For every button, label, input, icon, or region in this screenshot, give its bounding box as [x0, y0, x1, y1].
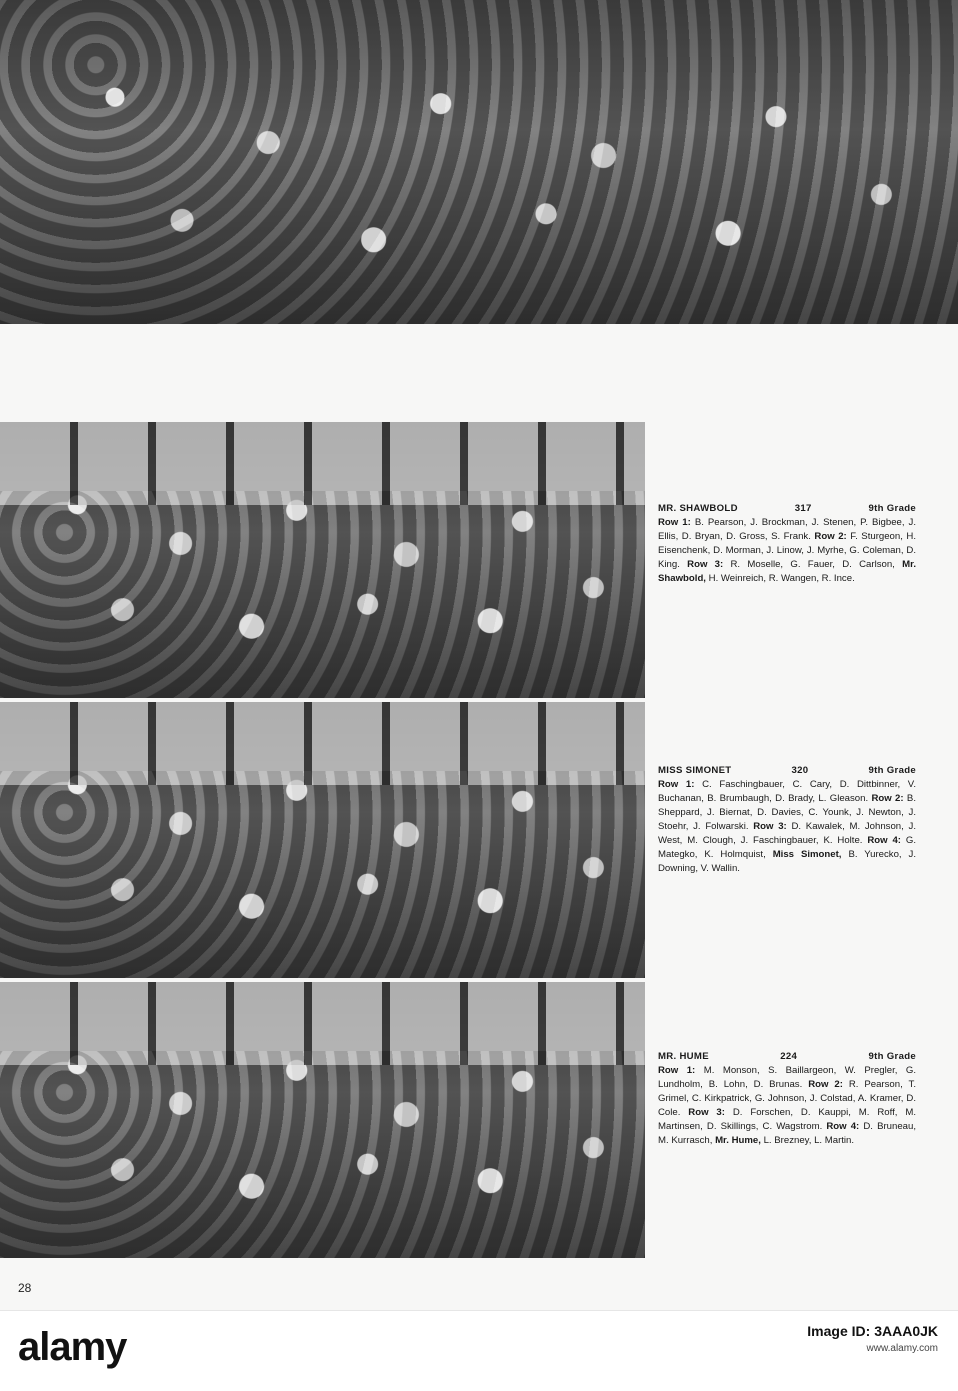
roster-text	[658, 778, 916, 876]
grade-label: 9th Grade	[868, 503, 916, 514]
caption-homeroom-320	[658, 764, 916, 876]
row-names: B. Pearson, J. Brockman, J. Stenen, P. Bigbee, J. Ellis, D. Bryan, D. Gross, S. Frank.	[658, 517, 916, 542]
caption-header	[658, 502, 916, 516]
room-number: 224	[780, 1051, 798, 1062]
row-label: Row 3:	[687, 559, 724, 570]
site-url: www.alamy.com	[866, 1343, 938, 1354]
page-number: 28	[18, 1281, 32, 1295]
teacher-name: MISS SIMONET	[658, 765, 732, 776]
caption-header	[658, 1050, 916, 1064]
teacher-name: MR. SHAWBOLD	[658, 503, 738, 514]
row-label: Row 2:	[814, 531, 847, 542]
row-label: Row 1:	[658, 779, 695, 790]
students-texture	[0, 771, 645, 978]
roster-text	[658, 516, 916, 586]
row-names: M. Monson, S. Baillargeon, W. Pregler, G. Lundholm, B. Lohn, D. Brunas.	[658, 1065, 917, 1090]
homeroom-320-photo	[0, 702, 645, 978]
image-id: Image ID: 3AAA0JK	[807, 1323, 938, 1339]
crowd-texture	[0, 0, 958, 324]
row-label: Row 3:	[753, 821, 787, 832]
homeroom-317-photo	[0, 422, 645, 698]
row-label: Row 2:	[871, 793, 904, 804]
students-texture	[0, 491, 645, 698]
row-names: L. Brezney, L. Martin.	[763, 1135, 855, 1146]
row-names: G. Mategko, K. Holmquist,	[658, 835, 916, 860]
teacher-in-row: Miss Simonet,	[772, 849, 842, 860]
room-number: 320	[791, 765, 809, 776]
row-label: Row 1:	[658, 1065, 696, 1076]
room-number: 317	[794, 503, 812, 514]
row-label: Row 3:	[688, 1107, 725, 1118]
row-names: C. Faschingbauer, C. Cary, D. Dittbinner, V. Buchanan, B. Brumbaugh, D. Brady, L. Gleason.	[658, 779, 916, 804]
caption-homeroom-224	[658, 1050, 916, 1148]
row-label: Row 2:	[808, 1079, 843, 1090]
row-names: D. Bruneau, M. Kurrasch,	[658, 1121, 917, 1146]
row-label: Row 1:	[658, 517, 691, 528]
students-texture	[0, 1051, 645, 1258]
stock-footer	[0, 1310, 958, 1391]
footer-meta	[807, 1325, 938, 1355]
row-names: R. Moselle, G. Fauer, D. Carlson,	[730, 559, 895, 570]
teacher-name: MR. HUME	[658, 1051, 709, 1062]
teacher-in-row: Mr. Shawbold,	[658, 559, 916, 584]
crowd-photo	[0, 0, 958, 324]
homeroom-224-photo	[0, 982, 645, 1258]
roster-text	[658, 1064, 916, 1148]
row-names: F. Sturgeon, H. Eisenchenk, D. Morman, J. Linow, J. Myrhe, G. Coleman, D. King.	[658, 531, 917, 570]
row-label: Row 4:	[826, 1121, 860, 1132]
caption-header	[658, 764, 916, 778]
caption-homeroom-317	[658, 502, 916, 586]
grade-label: 9th Grade	[868, 1051, 916, 1062]
row-names: B. Sheppard, J. Biernat, D. Davies, C. Younk, J. Newton, J. Stoehr, J. Folwarski.	[658, 793, 916, 832]
row-names: B. Yurecko, J. Downing, V. Wallin.	[658, 849, 917, 874]
row-names: D. Kawalek, M. Johnson, J. West, M. Clough, J. Faschingbauer, K. Holte.	[658, 821, 916, 846]
row-names: R. Pearson, T. Grimel, C. Kirkpatrick, G. Johnson, J. Colstad, A. Kramer, D. Cole.	[658, 1079, 916, 1118]
brand-logo: alamy	[18, 1325, 127, 1369]
row-names: H. Weinreich, R. Wangen, R. Ince.	[708, 573, 855, 584]
row-label: Row 4:	[867, 835, 901, 846]
teacher-in-row: Mr. Hume,	[715, 1135, 761, 1146]
grade-label: 9th Grade	[868, 765, 916, 776]
row-names: D. Forschen, D. Kauppi, M. Roff, M. Martinsen, D. Skillings, C. Wagstrom.	[658, 1107, 916, 1132]
